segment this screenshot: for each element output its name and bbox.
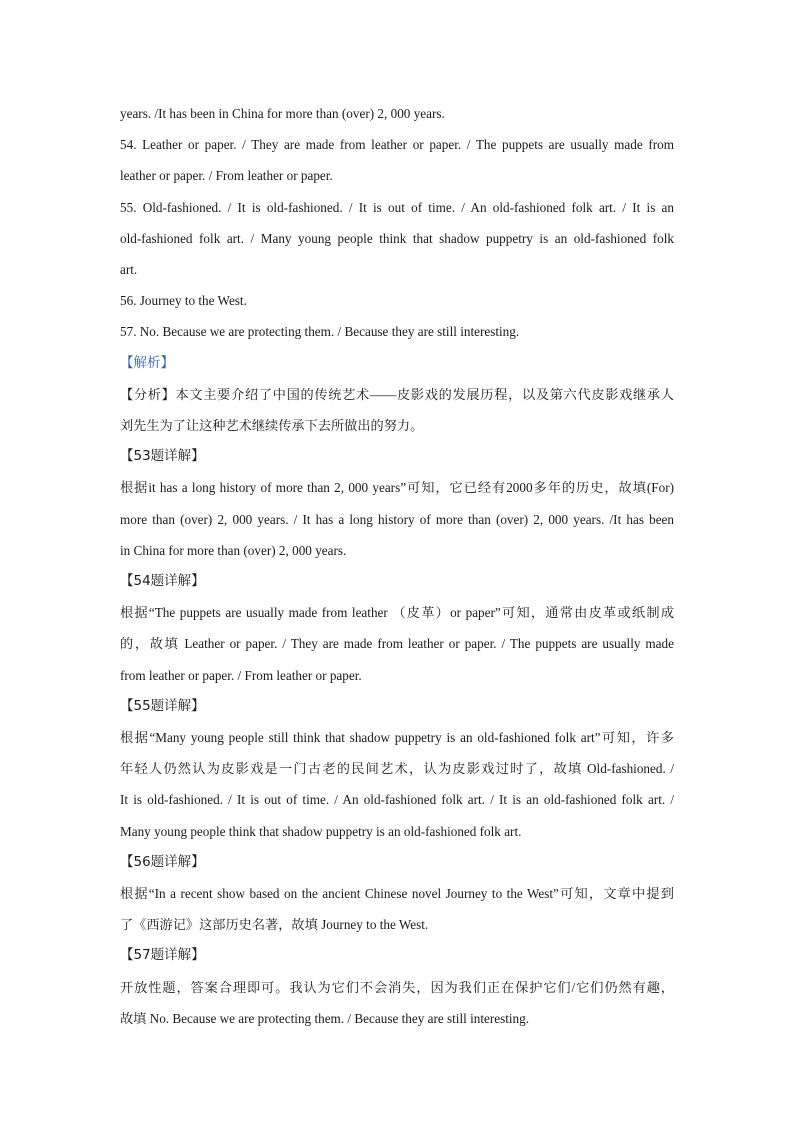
answer-55-line-1: 55. Old-fashioned. / It is old-fashioned. / It is out of time. / An old-fashioned folk art. / It is an (120, 199, 674, 215)
detail-56-line-1: 根据“In a recent show based on the ancient Chinese novel Journey to the West”可知，文章中提到 (120, 886, 674, 902)
detail-55-line-1: 根据“Many young people still think that shadow puppetry is an old-fashioned folk art”可知，许多 (120, 730, 674, 746)
analysis-summary-line-1: 【分析】本文主要介绍了中国的传统艺术——皮影戏的发展历程，以及第六代皮影戏继承人 (120, 386, 674, 402)
answer-53-continuation: years. /It has been in China for more than (over) 2, 000 years. (120, 106, 445, 121)
detail-53-heading: 【53题详解】 (120, 448, 205, 465)
detail-55-line-2: 年轻人仍然认为皮影戏是一门古老的民间艺术，认为皮影戏过时了，故填 Old-fashioned. / (120, 761, 674, 777)
answer-54-line-1: 54. Leather or paper. / They are made from leather or paper. / The puppets are usually made from (120, 137, 674, 153)
detail-55-line-4: Many young people think that shadow puppetry is an old-fashioned folk art. (120, 823, 522, 839)
detail-54-heading: 【54题详解】 (120, 573, 205, 590)
detail-57-heading: 【57题详解】 (120, 947, 205, 964)
detail-55-heading: 【55题详解】 (120, 697, 205, 714)
analysis-summary-line-2: 刘先生为了让这种艺术继续传承下去所做出的努力。 (120, 418, 424, 434)
detail-53-line-2: more than (over) 2, 000 years. / It has a long history of more than (over) 2, 000 years. /It has been (120, 511, 674, 527)
analysis-heading: 【解析】 (120, 354, 174, 371)
detail-56-line-2: 了《西游记》这部历史名著，故填 Journey to the West. (120, 917, 429, 933)
answer-55-line-2: old-fashioned folk art. / Many young people think that shadow puppetry is an old-fashioned folk (120, 230, 674, 246)
detail-54-line-2: 的，故填 Leather or paper. / They are made from leather or paper. / The puppets are usually made (120, 636, 674, 652)
detail-57-line-2: 故填 No. Because we are protecting them. / Because they are still interesting. (120, 1010, 530, 1026)
detail-54-line-1: 根据“The puppets are usually made from leather （皮革）or paper”可知，通常由皮革或纸制成 (120, 605, 674, 621)
answer-54-line-2: leather or paper. / From leather or paper. (120, 168, 333, 184)
detail-55-line-3: It is old-fashioned. / It is out of time. / An old-fashioned folk art. / It is an old-fashioned folk art. / (120, 792, 674, 808)
detail-57-line-1: 开放性题，答案合理即可。我认为它们不会消失，因为我们正在保护它们/它们仍然有趣， (120, 979, 674, 995)
answer-57: 57. No. Because we are protecting them. / Because they are still interesting. (120, 324, 520, 340)
detail-54-line-3: from leather or paper. / From leather or paper. (120, 667, 362, 683)
detail-53-line-1: 根据it has a long history of more than 2, 000 years”可知，它已经有2000多年的历史，故填(For) (120, 480, 674, 496)
detail-53-line-3: in China for more than (over) 2, 000 years. (120, 542, 347, 558)
answer-55-line-3: art. (120, 262, 138, 278)
answer-56: 56. Journey to the West. (120, 293, 247, 309)
detail-56-heading: 【56题详解】 (120, 853, 205, 870)
